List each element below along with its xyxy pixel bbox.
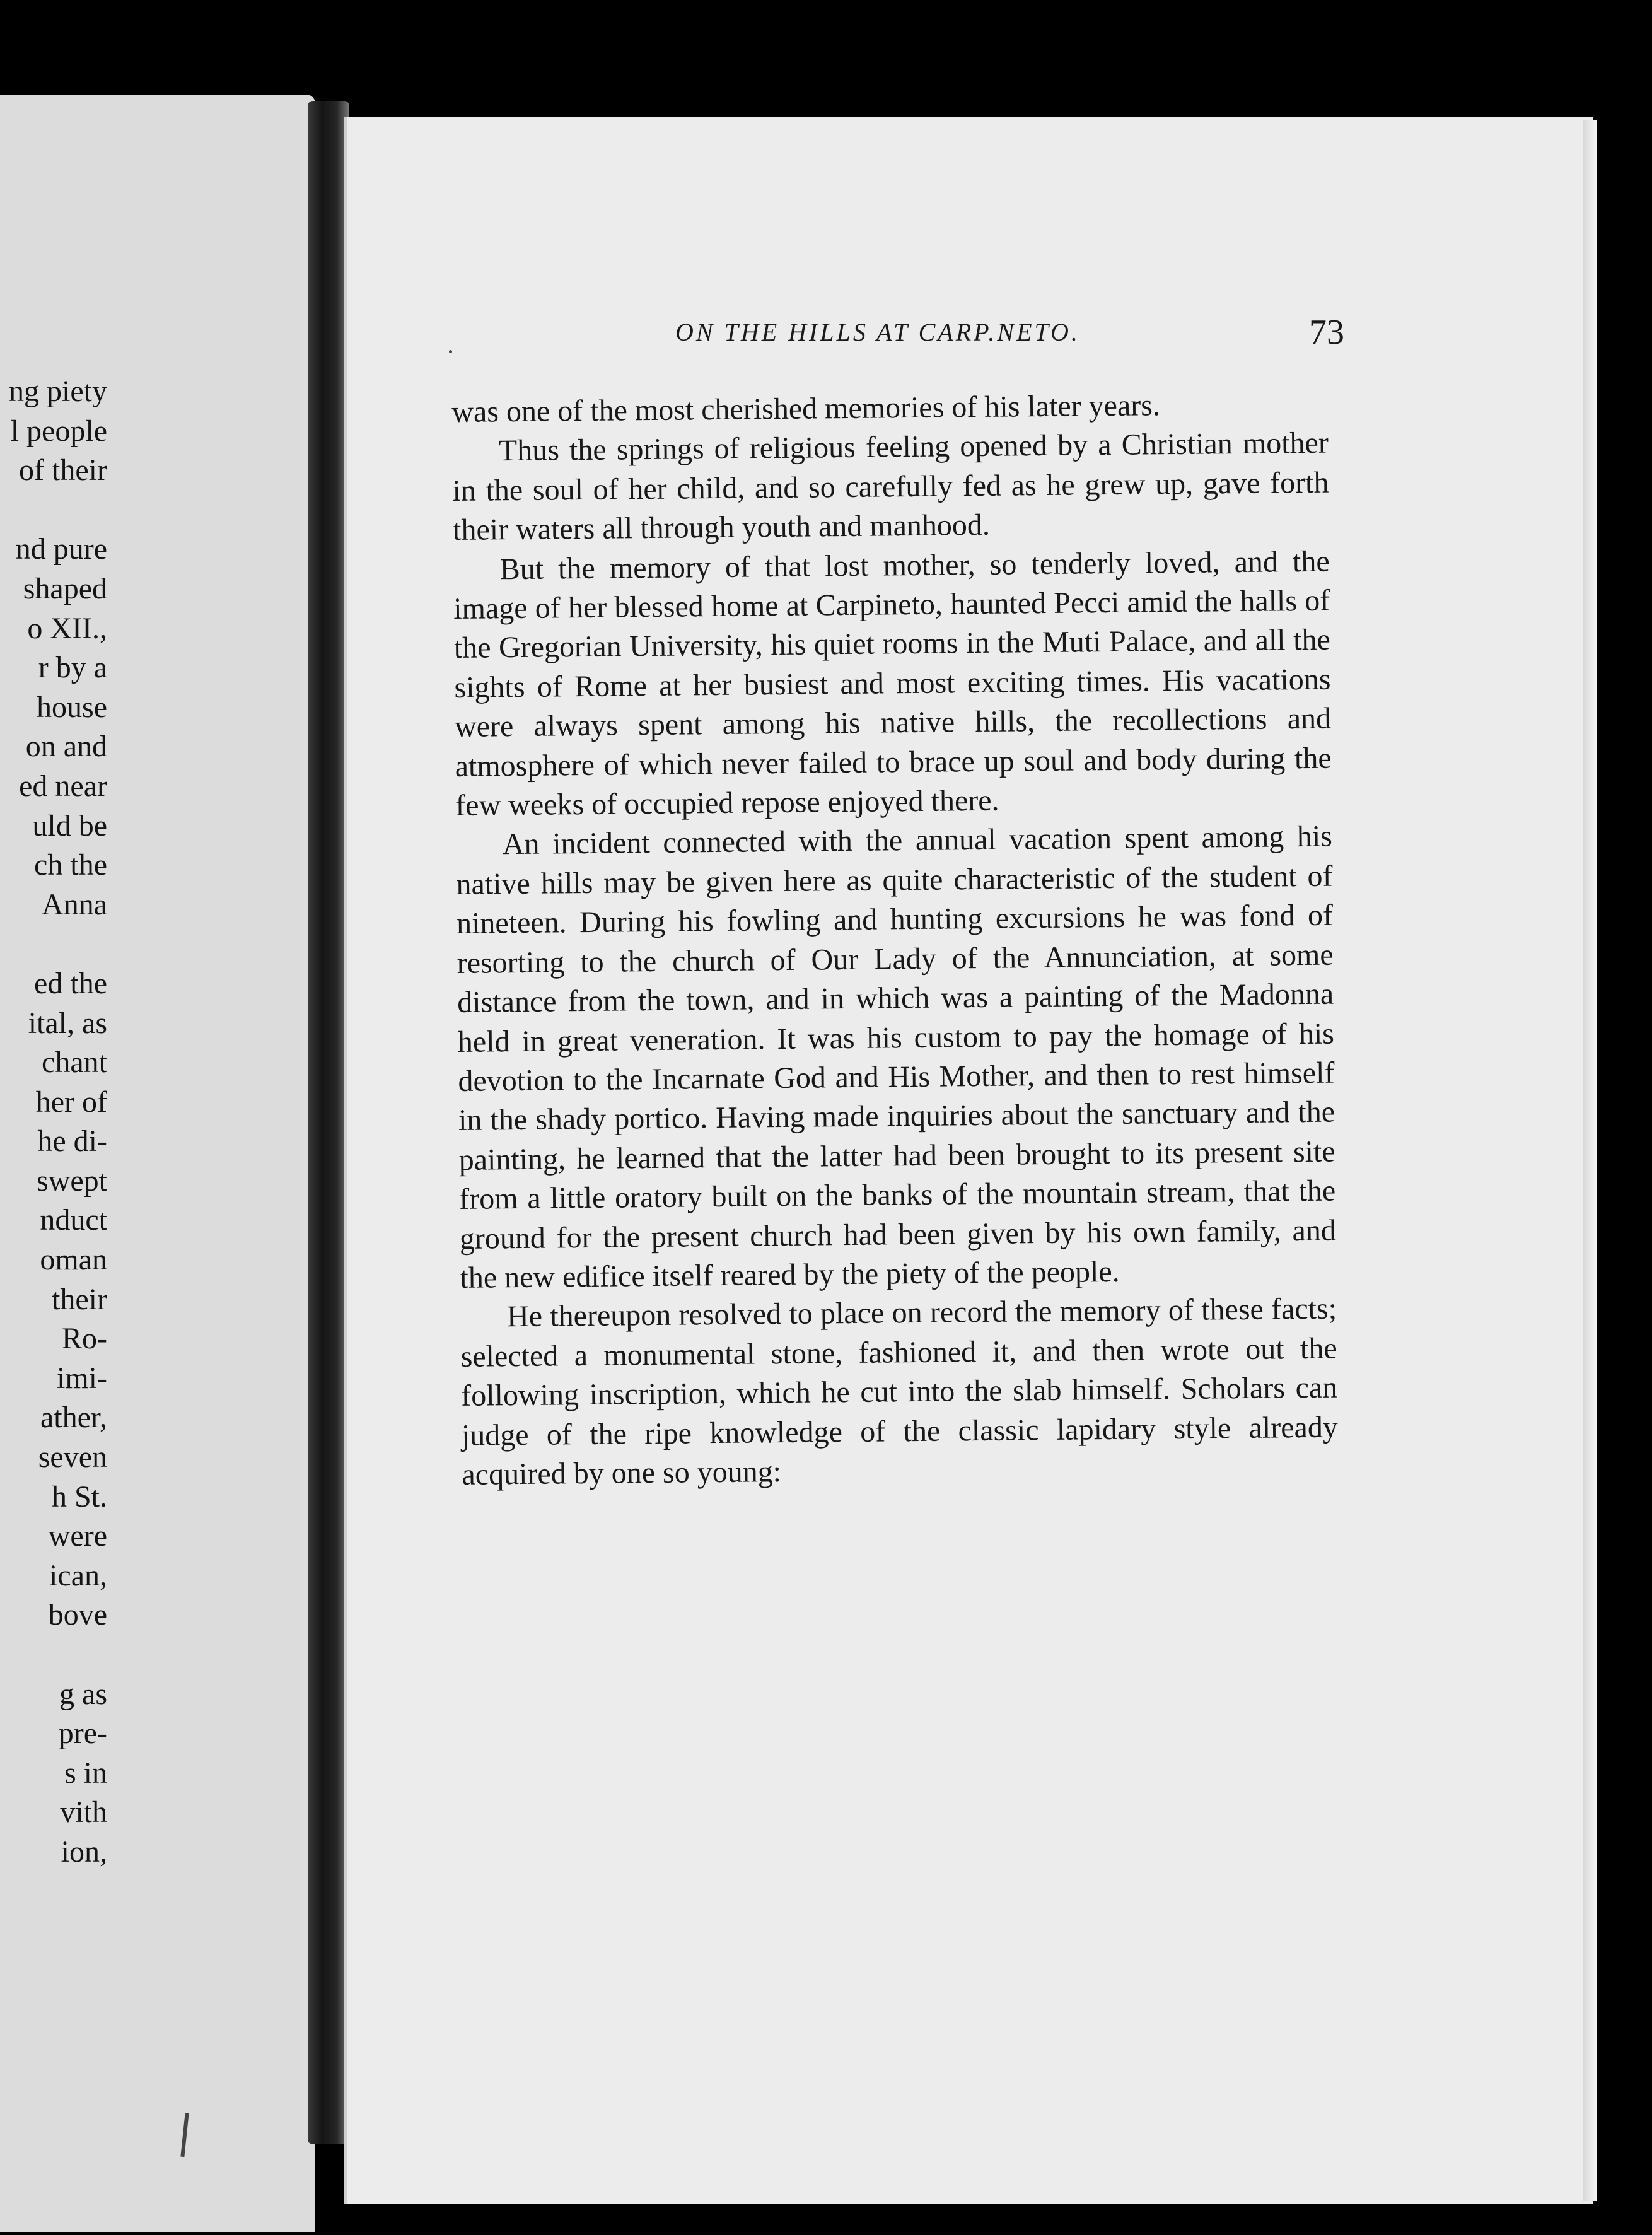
- text-line: bove: [48, 1598, 107, 1632]
- text-line: oman: [40, 1243, 107, 1277]
- text-line: uld be: [32, 808, 107, 843]
- paragraph: He thereupon resolved to place on record the memory of these facts; selected a monumental stone, fashioned it, and then wrote out the following inscription, which he cut into the slab himself. Scholars can judge of the ripe knowledge of the classic lapidary style already acquired by one so young:: [460, 1292, 1339, 1491]
- text-line: r by a: [38, 651, 107, 685]
- paragraph: was one of the most cherished memories of his later years.: [451, 388, 1161, 429]
- text-line: ng piety: [9, 375, 107, 408]
- paragraph: An incident connected with the annual vacation spent among his native hills may be given here as quite characteristic of the student of nineteen. During his fowling and hunting excursions he was fond of resorting to the church of Our Lady of the Annunciation, at some distance from the town, and in which was a painting of the Madonna held in great veneration. It was his custom to pay the homage of his devotion to the Incarnate God and His Mother, and then to rest himself in the shady portico. Having made inquiries about the sanctuary and the painting, he learned that the latter had been brought to its present site from a little oratory built on the banks of the mountain stream, that the ground for the present church had been given by his own family, and the new edifice itself reared by the piety of the people.: [456, 820, 1337, 1295]
- text-line: ion,: [61, 1835, 107, 1869]
- text-line: on and: [25, 730, 107, 764]
- text-line: he di-: [37, 1124, 107, 1158]
- text-line: shaped: [23, 571, 107, 605]
- text-line: Anna: [42, 887, 107, 921]
- text-line: nd pure: [15, 532, 107, 566]
- text-line: h St.: [51, 1479, 107, 1514]
- text-line: were: [48, 1519, 107, 1553]
- page-number: 73: [1309, 313, 1344, 352]
- text-line: her of: [35, 1085, 107, 1119]
- text-line: s in: [64, 1756, 107, 1790]
- text-line: [9, 491, 107, 530]
- text-line: ather,: [40, 1401, 107, 1435]
- text-line: [9, 1635, 107, 1675]
- text-line: ital, as: [28, 1006, 107, 1040]
- text-line: ch the: [34, 848, 107, 882]
- text-line: ed the: [34, 966, 107, 1000]
- current-page: [344, 117, 1593, 2204]
- text-line: imi-: [57, 1361, 107, 1395]
- previous-page: [0, 95, 315, 2232]
- text-line: Ro-: [62, 1322, 107, 1356]
- text-line: swept: [37, 1164, 107, 1198]
- paragraph: But the memory of that lost mother, so tenderly loved, and the image of her blessed home at Carpineto, haunted Pecci amid the halls of the Gregorian University, his quiet rooms in the Muti Palace, and all the sights of Rome at her busiest and most exciting times. His vacations were always spent among his native hills, the recollections and atmosphere of which never failed to brace up soul and body during the few weeks of occupied repose enjoyed there.: [453, 544, 1332, 823]
- text-line: ed near: [19, 769, 107, 803]
- paragraph: Thus the springs of religious feeling opened by a Christian mother in the soul of her child, and so carefully fed as he grew up, gave forth their waters all through youth and manhood.: [452, 426, 1329, 547]
- running-head: ON THE HILLS AT CARP.NETO.: [675, 318, 1080, 346]
- text-line: their: [52, 1282, 107, 1316]
- previous-page-text: [9, 372, 107, 1872]
- text-line: [9, 925, 107, 964]
- text-line: o XII.,: [27, 611, 107, 645]
- body-text: [451, 385, 1339, 1495]
- text-line: pre-: [58, 1717, 107, 1751]
- text-line: seven: [38, 1440, 107, 1474]
- text-line: l people: [10, 414, 107, 448]
- text-line: chant: [42, 1046, 107, 1080]
- text-line: ican,: [49, 1558, 107, 1592]
- page-edge: [1583, 120, 1597, 2201]
- text-line: of their: [19, 453, 107, 487]
- text-line: nduct: [40, 1203, 107, 1237]
- scan-speck: [449, 350, 452, 353]
- text-line: g as: [59, 1677, 107, 1711]
- text-line: vith: [60, 1795, 107, 1829]
- text-line: house: [37, 690, 107, 724]
